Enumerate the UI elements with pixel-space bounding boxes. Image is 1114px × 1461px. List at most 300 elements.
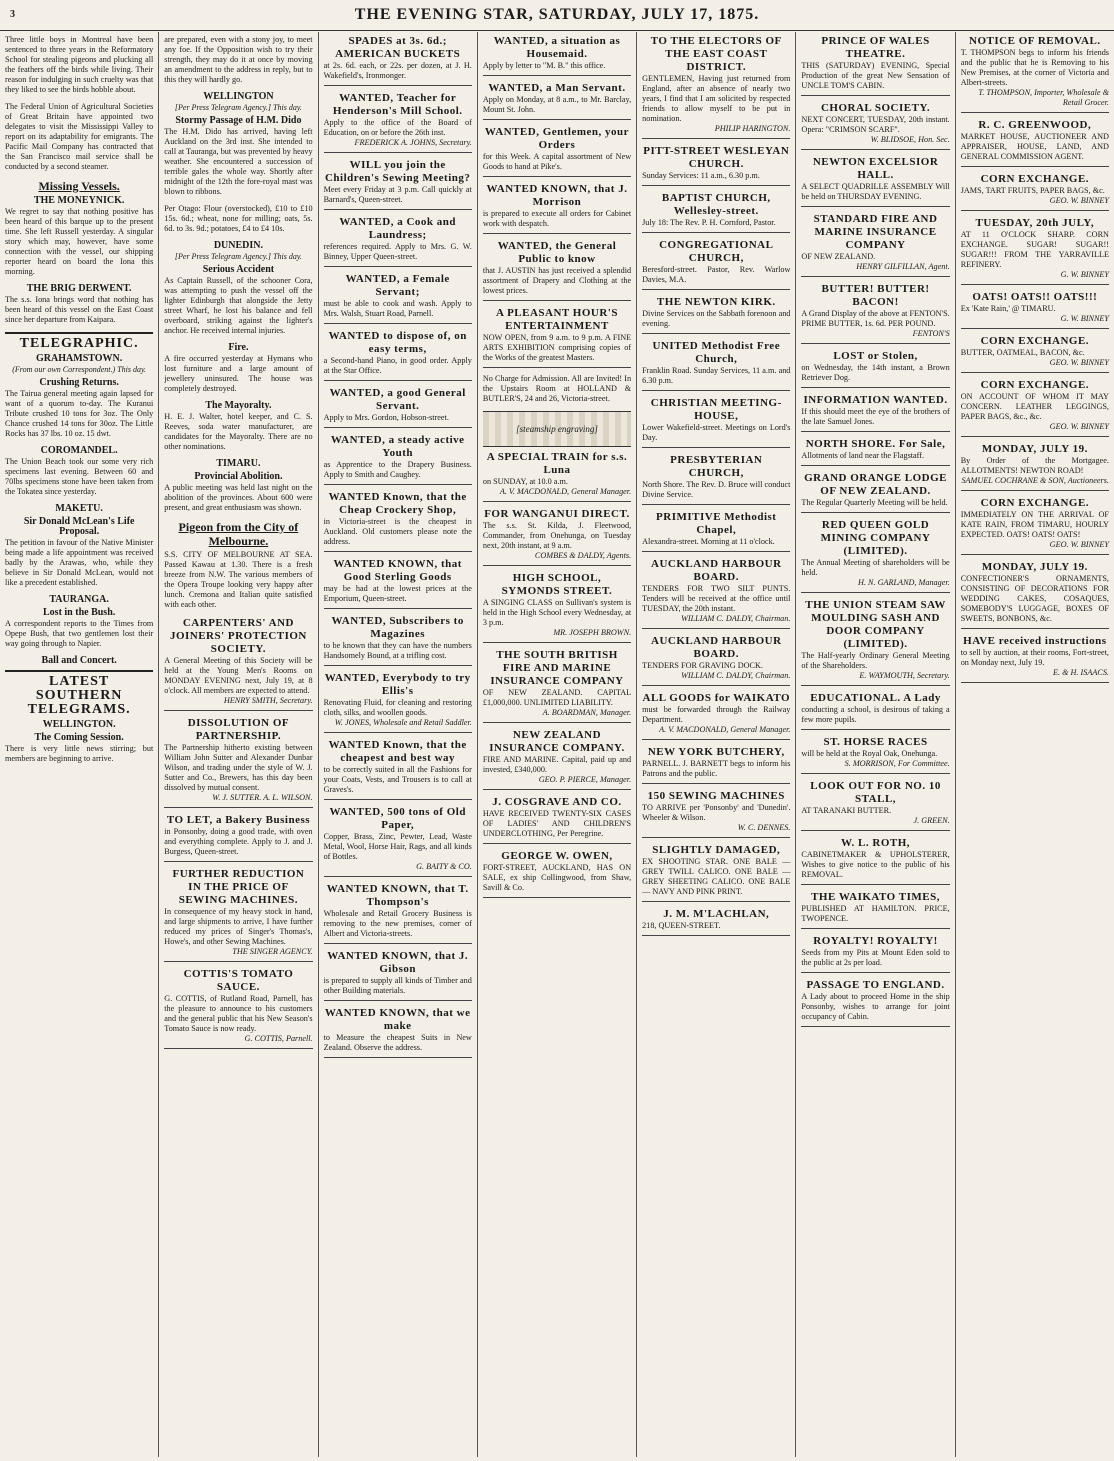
advertisement-signature: W. JONES, Wholesale and Retail Saddler. (334, 718, 472, 727)
section-heading-large: LATEST SOUTHERN TELEGRAMS. (5, 670, 153, 717)
advertisement-signature: S. MORRISON, For Committee. (844, 759, 950, 768)
advertisement-title: LOST or Stolen, (833, 350, 918, 362)
advertisement-body: FORT-STREET, AUCKLAND, HAS ON SALE, ex ship Collingwood, from Shaw, Savill & Co. (482, 863, 632, 892)
advertisement-title: NEWTON EXCELSIOR HALL. (812, 156, 939, 181)
advertisement-title: CONGREGATIONAL CHURCH, (659, 239, 774, 264)
advertisement-body: By Order of the Mortgagee. ALLOTMENTS! NEWTON ROAD! (960, 456, 1109, 475)
advertisement-signature: PHILIP HARINGTON. (714, 124, 791, 133)
advertisement (801, 736, 949, 774)
advertisement-title: WANTED, Everybody to try Ellis's (324, 672, 471, 697)
advertisement (801, 394, 949, 432)
advertisement-title: CORN EXCHANGE. (980, 497, 1090, 509)
advertisement-title: HIGH SCHOOL, SYMONDS STREET. (501, 572, 613, 597)
advertisement-body: Lower Wakefield-street. Meetings on Lord's Day. (642, 423, 791, 442)
article-paragraph: As Captain Russell, of the schooner Cora, was attempting to push the vessel off the lighter Edinburgh that alongside the Jetty street Wharf, he lost his balance and fell overboard, striking against the lighter's anchor. He received internal injuries. (164, 276, 313, 335)
advertisement (483, 649, 631, 723)
advertisement (483, 35, 631, 76)
advertisement-body: In consequence of my heavy stock in hand, and large shipments to arrive, I have further reduced my prices of Singer's Thomas's, Howe's, and other Sewing Machines. (164, 907, 313, 946)
advertisement (961, 35, 1109, 113)
advertisement-body: The Partnership hitherto existing between William John Sutter and Alexander Dunbar Wilson, and trading under the style of W. J. Sutter and Co., Brewers, has this day been dissolved by mutual consent. (164, 743, 313, 792)
advertisement-body: The Annual Meeting of shareholders will be held. (801, 558, 950, 577)
advertisement-title: WANTED KNOWN, that Good Sterling Goods (333, 558, 462, 583)
advertisement (483, 572, 631, 643)
advertisement-title: WANTED, a Man Servant. (488, 82, 626, 94)
advertisement-body: Sunday Services: 11 a.m., 6.30 p.m. (642, 171, 760, 180)
advertisement-title: WANTED, Teacher for Henderson's Mill School. (332, 92, 463, 117)
advertisement-body: will be held at the Royal Oak, Onehunga. (801, 749, 938, 758)
advertisement-title: WILL you join the Children's Sewing Meeting? (324, 159, 471, 184)
advertisement-body: CONFECTIONER'S ORNAMENTS, CONSISTING OF DECORATIONS FOR WEDDING CAKES, COSAQUES, SOMEBODY'S LUGGAGE, BOXES OF SWEETS, BONBONS, &c. (960, 574, 1109, 623)
subheading: THE MONEYNICK. (33, 195, 125, 206)
advertisement (324, 950, 472, 1001)
advertisement-body: on Wednesday, the 14th instant, a Brown Retriever Dog. (801, 363, 950, 382)
advertisement (483, 729, 631, 790)
advertisement-body: The s.s. St. Kilda, J. Fleetwood, Commander, from Onehunga, on Tuesday next, 20th instant, at 9 a.m. (482, 521, 632, 550)
advertisement (961, 443, 1109, 491)
advertisement-signature: T. THOMPSON, Importer, Wholesale & Retail Grocer. (978, 88, 1109, 107)
advertisement-title: TUESDAY, 20th JULY, (975, 217, 1095, 229)
article-paragraph: The H.M. Dido has arrived, having left Auckland on the 3rd inst. She intended to call at Tauranga, but was prevented by heavy weather. She encountered a succession of terrible gales the whole way. Shortly after midnight of the 12th the fore-royal mast was blown to ribbons. (164, 127, 313, 196)
advertisement (801, 102, 949, 150)
advertisement-title: J. COSGRAVE AND CO. (492, 796, 622, 808)
column-5 (637, 32, 796, 1457)
advertisement-title: UNITED Methodist Free Church, (652, 340, 781, 365)
advertisement-body: Apply by letter to "M. B." this office. (482, 61, 606, 70)
advertisement-body: A Lady about to proceed Home in the ship Ponsonby, wishes to arrange for joint occupancy of Cabin. (801, 992, 950, 1021)
advertisement (324, 330, 472, 381)
article-paragraph: H. E. J. Walter, hotel keeper, and C. S. Reeves, soda water manufacturer, are candidates for the Mayoralty. There are no other nominations. (164, 412, 313, 451)
advertisement-signature: HENRY GILFILLAN, Agent. (856, 262, 950, 271)
advertisement-body: must be able to cook and wash. Apply to Mrs. Walsh, Stuart Road, Parnell. (323, 299, 472, 318)
page-number: 3 (10, 9, 16, 20)
advertisement-body: is prepared to supply all kinds of Timber and other Building materials. (323, 976, 472, 995)
advertisement-body: to sell by auction, at their rooms, Fort-street, on Monday next, July 19. (960, 648, 1109, 667)
advertisement-body: as Apprentice to the Drapery Business. Apply to Smith and Caughey. (323, 460, 472, 479)
advertisement (801, 213, 949, 277)
article-paragraph: The s.s. Iona brings word that nothing has been heard of this vessel on the East Coast since her departure from Kaipara. (5, 295, 154, 324)
advertisement-body: Ex 'Kate Rain,' @ TIMARU. (960, 304, 1056, 313)
advertisement (801, 283, 949, 344)
advertisement-title: CARPENTERS' AND JOINERS' PROTECTION SOCIETY. (169, 617, 307, 655)
advertisement-title: THE UNION STEAM SAW MOULDING SASH AND DOOR COMPANY (LIMITED). (805, 599, 946, 650)
advertisement (324, 491, 472, 552)
advertisement (642, 692, 790, 740)
advertisement-title: TO LET, a Bakery Business (166, 814, 311, 826)
advertisement (642, 454, 790, 505)
advertisement-title: NEW ZEALAND INSURANCE COMPANY. (489, 729, 625, 754)
advertisement-signature: GEO. P. PIERCE, Manager. (538, 775, 632, 784)
advertisement-body: Divine Services on the Sabbath forenoon and evening. (642, 309, 791, 328)
advertisement-body: may be had at the lowest prices at the Emporium, Queen-street. (323, 584, 472, 603)
subheading: MAKETU. (55, 503, 103, 514)
advertisement (961, 291, 1109, 329)
advertisement-title: ST. HORSE RACES (823, 736, 928, 748)
advertisement-body: OF NEW ZEALAND. (801, 252, 876, 261)
advertisement-signature: MR. JOSEPH BROWN. (553, 628, 632, 637)
advertisement (642, 145, 790, 186)
advertisement-signature: GEO. W. BINNEY (1049, 196, 1109, 205)
advertisement-title: DISSOLUTION OF PARTNERSHIP. (187, 717, 290, 742)
advertisement (324, 159, 472, 210)
subheading: Ball and Concert. (41, 655, 117, 666)
advertisement-body: TENDERS FOR GRAVING DOCK. (642, 661, 763, 670)
advertisement (483, 240, 631, 301)
advertisement (483, 796, 631, 844)
advertisement-body: PARNELL. J. BARNETT begs to inform his Patrons and the public. (642, 759, 791, 778)
advertisement-title: THE WAIKATO TIMES, (811, 891, 940, 903)
advertisement-body: Apply to Mrs. Gordon, Hobson-street. (323, 413, 449, 422)
column-4 (478, 32, 637, 1457)
subheading: WELLINGTON (203, 91, 274, 102)
article-paragraph: The Tairua general meeting again lapsed for want of a quorum to-day. The Kuranui Tribute crushed 10 tons for 3oz. The Only Chance crushed 14 tons for 30oz. The Little Rocks has 37 lbs. 10 oz. 15 dwt. (5, 389, 154, 438)
advertisement (801, 472, 949, 513)
advertisement-title: WANTED, Subscribers to Magazines (331, 615, 464, 640)
subheading: The Mayoralty. (205, 400, 272, 411)
advertisement-title: PRESBYTERIAN CHURCH, (670, 454, 763, 479)
advertisement (801, 156, 949, 207)
advertisement-title: WANTED Known, that the Cheap Crockery Shop, (328, 491, 467, 516)
advertisement-title: WANTED, a situation as Housemaid. (493, 35, 621, 60)
advertisement (801, 979, 949, 1027)
advertisement-body: TO ARRIVE per 'Ponsonby' and 'Dunedin'. Wheeler & Wilson. (642, 803, 791, 822)
advertisement (961, 635, 1109, 683)
advertisement-title: CHORAL SOCIETY. (820, 102, 931, 114)
advertisement (801, 519, 949, 593)
advertisement-body: Beresford-street. Pastor, Rev. Warlow Davies, M.A. (642, 265, 791, 284)
subheading: Crushing Returns. (39, 377, 119, 388)
advertisement-signature: THE SINGER AGENCY. (232, 947, 313, 956)
advertisement (961, 335, 1109, 373)
advertisement-signature: G. W. BINNEY (1060, 314, 1109, 323)
advertisement-title: WANTED, 500 tons of Old Paper, (329, 806, 466, 831)
advertisement (961, 217, 1109, 285)
advertisement-body: If this should meet the eye of the brothers of the late Samuel Jones. (801, 407, 950, 426)
advertisement (642, 397, 790, 448)
advertisement (801, 599, 949, 686)
advertisement-body: MARKET HOUSE, AUCTIONEER AND APPRAISER, HOUSE, LAND, AND GENERAL COMMISSION AGENT. (960, 132, 1109, 161)
advertisement-body: TENDERS FOR TWO SILT PUNTS. Tenders will be received at the office until TUESDAY, the 20th instant. (642, 584, 791, 613)
advertisement-body: PUBLISHED AT HAMILTON. PRICE, TWOPENCE. (801, 904, 950, 923)
article-paragraph: A fire occurred yesterday at Hymans who lost furniture and a large amount of jewellery uninsured. The house was completely destroyed. (164, 354, 313, 393)
advertisement-body: The Half-yearly Ordinary General Meeting of the Shareholders. (801, 651, 950, 670)
advertisement-title: THE NEWTON KIRK. (656, 296, 776, 308)
subheading: COROMANDEL. (40, 445, 118, 456)
advertisement-title: CHRISTIAN MEETING-HOUSE, (650, 397, 782, 422)
advertisement-signature: GEO. W. BINNEY (1049, 422, 1109, 431)
advertisement (801, 438, 949, 466)
advertisement (324, 273, 472, 324)
article-paragraph: No Charge for Admission. All are Invited! In the Upstairs Room at HOLLAND & BUTLER'S, 24 and 26, Victoria-street. (482, 374, 632, 403)
advertisement-title: J. M. M'LACHLAN, (663, 908, 770, 920)
dateline: [Per Press Telegram Agency.] This day. (174, 103, 302, 112)
advertisement-signature: WILLIAM C. DALDY, Chairman. (681, 614, 791, 623)
advertisement-title: SLIGHTLY DAMAGED, (652, 844, 781, 856)
article-paragraph: The Federal Union of Agricultural Societies of Great Britain have appointed two delegates to visit the Mississippi Valley to report on its adaptability for emigrants. The Pacific Mail Company has contracted that the San Francisco mail service shall be conducted by a second steamer. (5, 102, 154, 171)
advertisement-signature: FREDERICK A. JOHNS, Secretary. (354, 138, 472, 147)
advertisement (642, 746, 790, 784)
advertisement-title: NORTH SHORE. For Sale, (805, 438, 946, 450)
section-heading: Missing Vessels. (38, 179, 120, 193)
subheading: THE BRIG DERWENT. (26, 283, 132, 294)
masthead (0, 0, 1114, 31)
advertisement-title: A SPECIAL TRAIN for s.s. Luna (486, 451, 628, 476)
advertisement-signature: W. J. SUTTER. A. L. WILSON. (212, 793, 313, 802)
advertisement (801, 350, 949, 388)
advertisement (324, 387, 472, 428)
advertisement-body: THIS (SATURDAY) EVENING, Special Production of the great New Sensation of UNCLE TOM'S CABIN. (801, 61, 950, 90)
advertisement-body: The Regular Quarterly Meeting will be held. (801, 498, 948, 507)
advertisement-body: North Shore. The Rev. D. Bruce will conduct Divine Service. (642, 480, 791, 499)
advertisement-signature: FENTON'S (912, 329, 950, 338)
advertisement-signature: A. V. MACDONALD, General Manager. (659, 725, 791, 734)
advertisement (164, 717, 312, 808)
advertisement (801, 35, 949, 96)
advertisement (642, 35, 790, 139)
advertisement (801, 891, 949, 929)
advertisement-title: CORN EXCHANGE. (980, 335, 1090, 347)
advertisement-title: COTTIS'S TOMATO SAUCE. (183, 968, 294, 993)
advertisement-title: WANTED, a steady active Youth (330, 434, 465, 459)
advertisement-title: WANTED, the General Public to know (497, 240, 617, 265)
advertisement (324, 883, 472, 944)
advertisement-signature: GEO. W. BINNEY (1049, 358, 1109, 367)
advertisement-title: SPADES at 3s. 6d.; AMERICAN BUCKETS (335, 35, 461, 60)
advertisement-body: BUTTER, OATMEAL, BACON, &c. (960, 348, 1085, 357)
advertisement-body: 218, QUEEN-STREET. (642, 921, 721, 930)
column-7 (956, 32, 1114, 1457)
article-paragraph: The petition in favour of the Native Minister being made a life appointment was received badly by the Arawas, who, while they believe in Sir Donald McLean, would not like a precedent established. (5, 538, 154, 587)
dateline: (From our own Correspondent.) This day. (12, 365, 147, 374)
advertisement (324, 92, 472, 153)
advertisement-body: in Ponsonby, doing a good trade, with oven and everything complete. Apply to J. and J. Burgess, Queen-street. (164, 827, 313, 856)
article-paragraph: Three little boys in Montreal have been sentenced to three years in the Reformatory School for stealing pigeons and plucking all the feathers off the birds while living. Their reason for indulging in such cruelty was that they liked to see the birds hobble about. (5, 35, 154, 94)
advertisement (801, 837, 949, 885)
advertisement-signature: G. COTTIS, Parnell. (244, 1034, 313, 1043)
advertisement-title: NOTICE OF REMOVAL. (969, 35, 1101, 47)
advertisement (801, 780, 949, 831)
advertisement-body: to be known that they can have the numbers Handsomely Bound, at a trifling cost. (323, 641, 472, 660)
advertisement (642, 908, 790, 936)
subheading: The Coming Session. (34, 732, 124, 743)
advertisement (961, 379, 1109, 437)
advertisement-title: W. L. ROTH, (841, 837, 911, 849)
advertisement-title: A PLEASANT HOUR'S ENTERTAINMENT (495, 307, 618, 332)
advertisement-title: MONDAY, JULY 19. (981, 561, 1088, 573)
advertisement-title: PRINCE OF WALES THEATRE. (821, 35, 930, 60)
newspaper-title: THE EVENING STAR, SATURDAY, JULY 17, 1875. (354, 6, 760, 23)
subheading: TAURANGA. (49, 594, 109, 605)
advertisement-body: to Measure the cheapest Suits in New Zealand. Observe the address. (323, 1033, 472, 1052)
advertisement-signature: E. WAYMOUTH, Secretary. (859, 671, 950, 680)
advertisement (642, 192, 790, 233)
advertisement-title: BAPTIST CHURCH, Wellesley-street. (661, 192, 771, 217)
advertisement-body: that J. AUSTIN has just received a splendid assortment of Drapery and Clothing at the lowest prices. (482, 266, 632, 295)
advertisement (642, 790, 790, 838)
advertisement-title: FOR WANGANUI DIRECT. (484, 508, 630, 520)
advertisement-body: Allotments of land near the Flagstaff. (801, 451, 925, 460)
advertisement-title: OATS! OATS!! OATS!!! (972, 291, 1098, 303)
advertisement (961, 561, 1109, 629)
advertisement (324, 35, 472, 86)
advertisement-body: GENTLEMEN, Having just returned from England, after an absence of nearly two years, I find that I am solicited by respected friends to allow myself to be put in nomination. (642, 74, 791, 123)
article-paragraph: Per Otago: Flour (overstocked), £10 to £10 15s. 6d.; wheat, none for milling; oats, 5s. 6d. to 3s. 9d.; potatoes, £4 to £4 10s. (164, 204, 313, 233)
advertisement-title: LOOK OUT FOR NO. 10 STALL, (810, 780, 941, 805)
advertisement-body: must be forwarded through the Railway Department. (642, 705, 791, 724)
advertisement-title: FURTHER REDUCTION IN THE PRICE OF SEWING MACHINES. (172, 868, 305, 906)
advertisement-title: INFORMATION WANTED. (803, 394, 948, 406)
advertisement-title: MONDAY, JULY 19. (981, 443, 1088, 455)
advertisement (324, 558, 472, 609)
advertisement-body: a Second-hand Piano, in good order. Apply at the Star Office. (323, 356, 472, 375)
advertisement (483, 451, 631, 502)
advertisement-body: Apply on Monday, at 8 a.m., to Mr. Barclay, Mount St. John. (482, 95, 632, 114)
advertisement-body: AT 11 O'CLOCK SHARP. CORN EXCHANGE. SUGAR! SUGAR!! SUGAR!!! FROM THE YARRAVILLE REFINERY. (960, 230, 1109, 269)
advertisement-body: conducting a school, is desirous of taking a few more pupils. (801, 705, 950, 724)
advertisement-signature: E. & H. ISAACS. (1053, 668, 1109, 677)
advertisement-signature: J. GREEN. (913, 816, 950, 825)
advertisement (483, 126, 631, 177)
advertisement (483, 850, 631, 898)
advertisement-title: TO THE ELECTORS OF THE EAST COAST DISTRICT. (650, 35, 782, 73)
advertisement (801, 692, 949, 730)
advertisement-title: WANTED, a Cook and Laundress; (339, 216, 456, 241)
advertisement (324, 739, 472, 800)
advertisement-body: Copper, Brass, Zinc, Pewter, Lead, Waste Metal, Wool, Horse Hair, Rags, and all kinds of Bottles. (323, 832, 472, 861)
advertisement-body: Apply to the office of the Board of Education, on or before the 26th inst. (323, 118, 472, 137)
advertisement-signature: HENRY SMITH, Secretary. (223, 696, 313, 705)
advertisement-body: CABINETMAKER & UPHOLSTERER, Wishes to give notice to the public of his REMOVAL. (801, 850, 950, 879)
advertisement (642, 239, 790, 290)
advertisement-body: T. THOMPSON begs to inform his friends and the public that he is Removing to his New Premises, at the corner of Victoria and Albert-streets. (960, 48, 1109, 87)
advertisement-body: Alexandra-street. Morning at 11 o'clock. (642, 537, 775, 546)
advertisement-body: is prepared to execute all orders for Cabinet work with despatch. (482, 209, 632, 228)
advertisement-title: PITT-STREET WESLEYAN CHURCH. (643, 145, 790, 170)
advertisement-body: NOW OPEN, from 9 a.m. to 9 p.m. A FINE ARTS EXHIBITION comprising copies of the Works of the greatest Masters. (482, 333, 632, 362)
advertisement (324, 806, 472, 877)
advertisement (642, 340, 790, 391)
steamship-engraving: [steamship engraving] (483, 411, 631, 447)
advertisement (483, 82, 631, 120)
advertisement-body: G. COTTIS, of Rutland Road, Parnell, has the pleasure to announce to his customers and the general public that his New Season's Tomato Sauce is now ready. (164, 994, 313, 1033)
advertisement-title: PRIMITIVE Methodist Chapel, (656, 511, 777, 536)
article-paragraph: A public meeting was held last night on the abolition of the provinces. About 600 were present, and great enthusiasm was shown. (164, 483, 313, 512)
newspaper-columns (0, 32, 1114, 1457)
advertisement (324, 434, 472, 485)
column-3 (319, 32, 478, 1457)
advertisement-title: ROYALTY! ROYALTY! (813, 935, 938, 947)
advertisement-signature: WILLIAM C. DALDY, Chairman. (681, 671, 791, 680)
subheading: Stormy Passage of H.M. Dido (175, 115, 302, 126)
column-2 (159, 32, 318, 1457)
article-paragraph: The Union Beach took our some very rich specimens last evening. Between 60 and 70lbs specimens stone have been taken from the Tokatea since yesterday. (5, 457, 154, 496)
advertisement-title: HAVE received instructions (963, 635, 1107, 647)
advertisement-body: Meet every Friday at 3 p.m. Call quickly at Barnard's, Queen-street. (323, 185, 472, 204)
advertisement-title: THE SOUTH BRITISH FIRE AND MARINE INSURANCE COMPANY (490, 649, 624, 687)
article-paragraph: There is very little news stirring; but members are beginning to arrive. (5, 744, 154, 763)
advertisement-body: A SELECT QUADRILLE ASSEMBLY Will be held on THURSDAY EVENING. (801, 182, 950, 201)
advertisement-title: EDUCATIONAL. A Lady (810, 692, 941, 704)
advertisement-title: WANTED KNOWN, that J. Gibson (327, 950, 469, 975)
advertisement-signature: GEO. W. BINNEY (1049, 540, 1109, 549)
column-1 (0, 32, 159, 1457)
advertisement-title: STANDARD FIRE AND MARINE INSURANCE COMPANY (813, 213, 938, 251)
advertisement-title: PASSAGE TO ENGLAND. (806, 979, 945, 991)
advertisement (324, 1007, 472, 1058)
subheading: GRAHAMSTOWN. (36, 353, 123, 364)
advertisement (324, 672, 472, 733)
advertisement-signature: H. N. GARLAND, Manager. (858, 578, 950, 587)
subheading: TIMARU. (216, 458, 261, 469)
advertisement (642, 296, 790, 334)
advertisement-body: FIRE AND MARINE. Capital, paid up and invested, £340,000. (482, 755, 632, 774)
subheading: Fire. (228, 342, 249, 353)
advertisement-title: CORN EXCHANGE. (980, 173, 1090, 185)
subheading: Lost in the Bush. (43, 607, 116, 618)
subheading: Provincial Abolition. (194, 471, 283, 482)
advertisement-title: WANTED, a good General Servant. (329, 387, 466, 412)
advertisement-body: JAMS, TART FRUITS, PAPER BAGS, &c. (960, 186, 1105, 195)
advertisement-body: references required. Apply to Mrs. G. W. Binney, Upper Queen-street. (323, 242, 472, 261)
advertisement (324, 216, 472, 267)
advertisement-title: GEORGE W. OWEN, (501, 850, 613, 862)
advertisement (961, 497, 1109, 555)
advertisement-body: Renovating Fluid, for cleaning and restoring cloth, silks, and woollen goods. (323, 698, 472, 717)
advertisement-title: 150 SEWING MACHINES (647, 790, 785, 802)
advertisement-title: R. C. GREENWOOD, (978, 119, 1092, 131)
advertisement-body: HAVE RECEIVED TWENTY-SIX CASES OF LADIES' AND CHILDREN'S UNDERCLOTHING, Per Peregrine. (482, 809, 632, 838)
advertisement-body: ON ACCOUNT OF WHOM IT MAY CONCERN. LEATHER LEGGINGS, PAPER BAGS, &c., &c. (960, 392, 1109, 421)
article-paragraph: are prepared, even with a stony joy, to meet any foe. If the Opposition wish to try their strength, they may do it at once by moving an amendment to the address in reply, but to this they will hardly go. (164, 35, 313, 84)
advertisement-title: WANTED to dispose of, on easy terms, (328, 330, 467, 355)
subheading: DUNEDIN. (213, 240, 263, 251)
article-paragraph: S.S. CITY OF MELBOURNE AT SEA. Passed Kawau at 1.30. There is a fresh breeze from N.W. The various members of the Opera Troupe looking very happy after lunch. Cremona and Italian quite satisfied with each other. (164, 550, 313, 609)
advertisement-body: AT TARANAKI BUTTER. (801, 806, 892, 815)
advertisement (483, 508, 631, 566)
advertisement (642, 635, 790, 686)
advertisement (164, 814, 312, 862)
advertisement-signature: SAMUEL COCHRANE & SON, Auctioneers. (961, 476, 1109, 485)
advertisement-body: Seeds from my Pits at Mount Eden sold to the public at 2s per load. (801, 948, 950, 967)
advertisement-body: July 18: The Rev. P. H. Cornford, Pastor. (642, 218, 776, 227)
advertisement-body: A Grand Display of the above at FENTON'S. PRIME BUTTER, 1s. 6d. PER POUND. (801, 309, 950, 328)
advertisement-body: Wholesale and Retail Grocery Business is removing to the new premises, corner of Albert and Victoria-streets. (323, 909, 472, 938)
advertisement (642, 844, 790, 902)
advertisement-title: BUTTER! BUTTER! BACON! (821, 283, 930, 308)
dateline: [Per Press Telegram Agency.] This day. (174, 252, 302, 261)
subheading: WELLINGTON. (42, 719, 116, 730)
advertisement-body: to be correctly suited in all the Fashions for your Coats, Vests, and Trousers is to call at Graves's. (323, 765, 472, 794)
advertisement-signature: A. V. MACDONALD, General Manager. (499, 487, 632, 496)
subheading: Serious Accident (202, 264, 275, 275)
advertisement (961, 119, 1109, 167)
advertisement-body: on SUNDAY, at 10.0 a.m. (482, 477, 568, 486)
section-heading-large: TELEGRAPHIC. (5, 332, 153, 351)
advertisement-body: IMMEDIATELY ON THE ARRIVAL OF KATE RAIN, FROM TIMARU, HOURLY EXPECTED. OATS! OATS! OATS! (960, 510, 1109, 539)
advertisement (324, 615, 472, 666)
advertisement (961, 173, 1109, 211)
advertisement-signature: A. BOARDMAN, Manager. (542, 708, 632, 717)
advertisement-title: RED QUEEN GOLD MINING COMPANY (LIMITED). (820, 519, 931, 557)
advertisement-signature: G. W. BINNEY (1060, 270, 1109, 279)
advertisement-title: GRAND ORANGE LODGE OF NEW ZEALAND. (804, 472, 947, 497)
advertisement-title: WANTED KNOWN, that we make (324, 1007, 471, 1032)
advertisement-body: EX SHOOTING STAR. ONE BALE — GREY TWILL CALICO. ONE BALE — GREY SHEETING CALICO. ONE BALE — NAVY AND PINK PRINT. (642, 857, 791, 896)
advertisement-title: NEW YORK BUTCHERY, (647, 746, 785, 758)
advertisement-title: AUCKLAND HARBOUR BOARD. (651, 635, 782, 660)
advertisement (642, 511, 790, 552)
advertisement-title: CORN EXCHANGE. (980, 379, 1090, 391)
advertisement-signature: COMBES & DALDY, Agents. (534, 551, 632, 560)
